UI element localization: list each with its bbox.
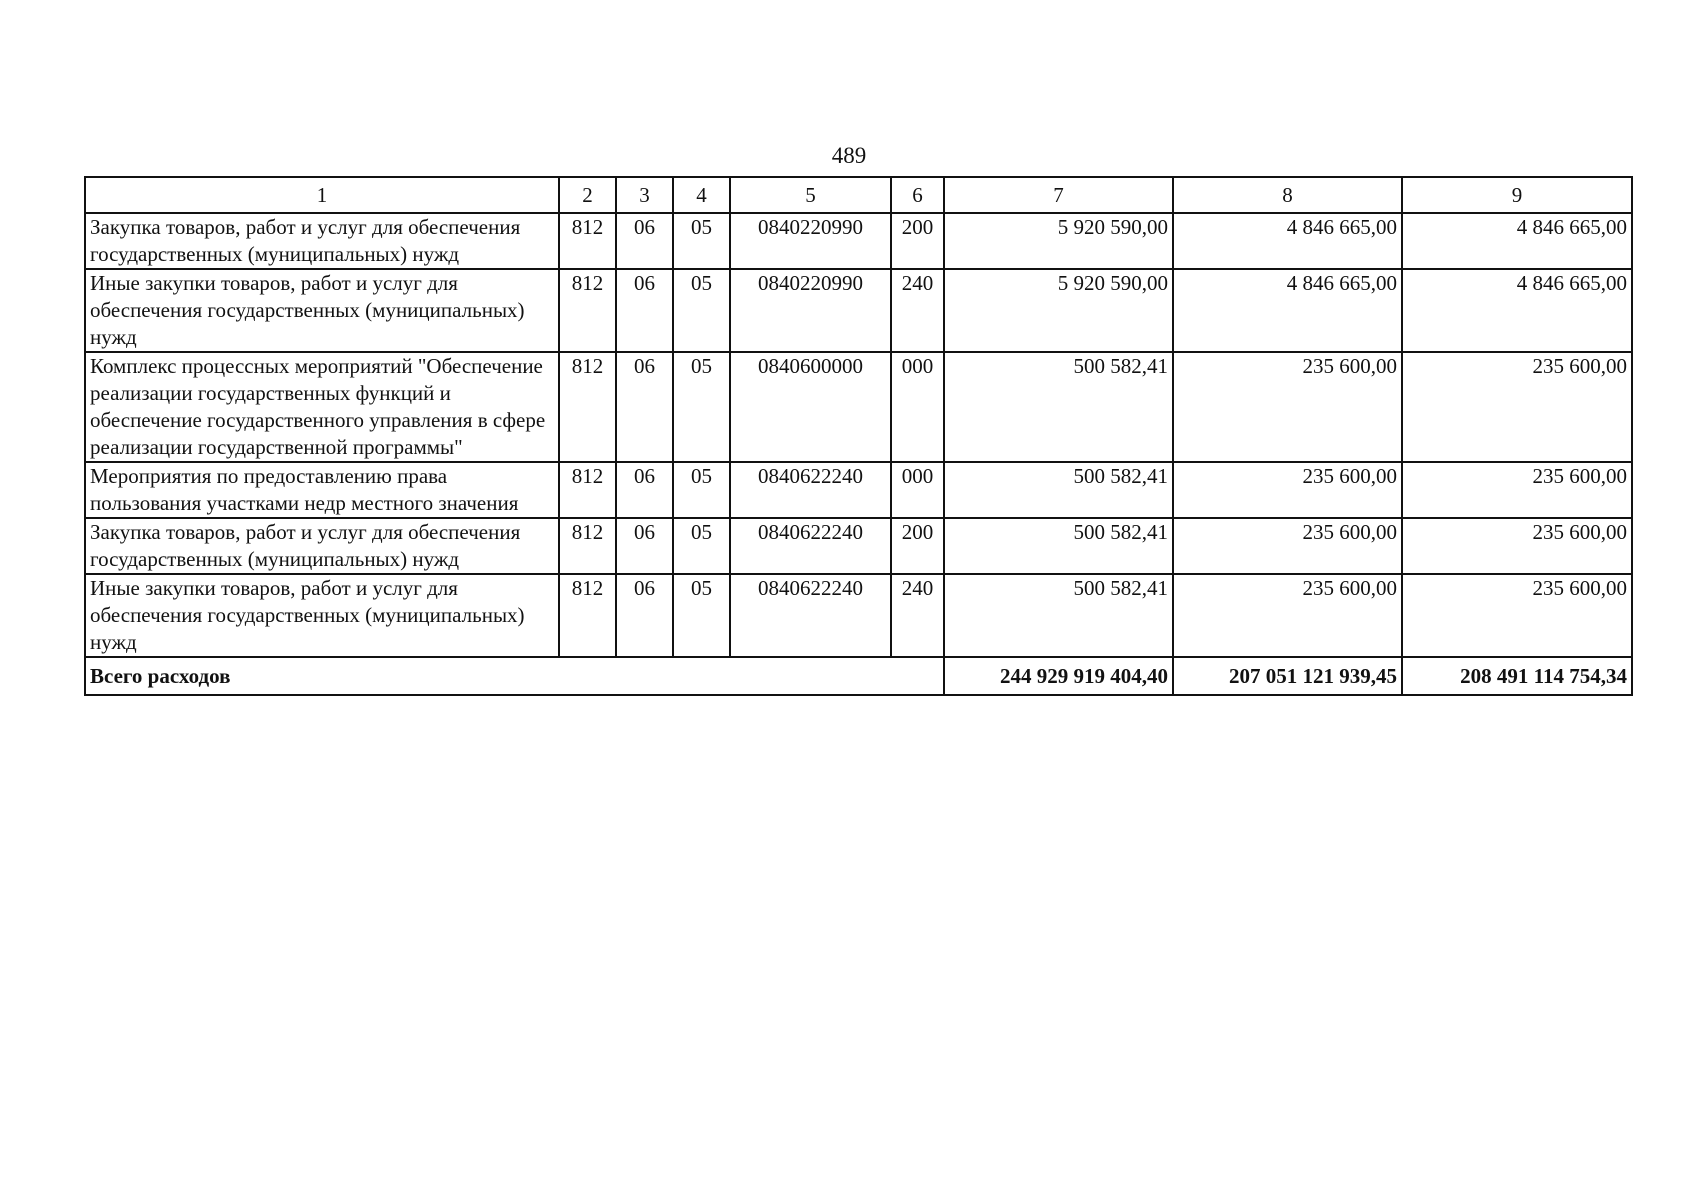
section-code-cell: 06 xyxy=(616,462,673,518)
budget-expenditure-table xyxy=(84,176,1633,696)
target-article-cell: 0840622240 xyxy=(730,462,891,518)
expense-type-cell: 000 xyxy=(891,462,944,518)
amount-cell-col9: 4 846 665,00 xyxy=(1402,269,1632,352)
amount-cell-col8: 235 600,00 xyxy=(1173,352,1402,462)
amount-cell-col8: 235 600,00 xyxy=(1173,518,1402,574)
column-header: 2 xyxy=(559,177,616,213)
target-article-cell: 0840600000 xyxy=(730,352,891,462)
target-article-cell: 0840220990 xyxy=(730,213,891,269)
expense-type-cell: 200 xyxy=(891,213,944,269)
expense-name-cell: Закупка товаров, работ и услуг для обеспечения государственных (муниципальных) нужд xyxy=(85,518,559,574)
subsection-code-cell: 05 xyxy=(673,462,730,518)
table-row xyxy=(85,352,1632,462)
target-article-cell: 0840622240 xyxy=(730,518,891,574)
amount-cell-col9: 235 600,00 xyxy=(1402,352,1632,462)
table-row xyxy=(85,518,1632,574)
ministry-code-cell: 812 xyxy=(559,574,616,657)
subsection-code-cell: 05 xyxy=(673,574,730,657)
amount-cell-col9: 235 600,00 xyxy=(1402,518,1632,574)
page-number: 489 xyxy=(831,143,867,168)
subsection-code-cell: 05 xyxy=(673,518,730,574)
total-row xyxy=(85,657,1632,695)
amount-cell-col7: 500 582,41 xyxy=(944,518,1173,574)
amount-cell-col7: 5 920 590,00 xyxy=(944,213,1173,269)
expense-type-cell: 000 xyxy=(891,352,944,462)
target-article-cell: 0840622240 xyxy=(730,574,891,657)
section-code-cell: 06 xyxy=(616,574,673,657)
target-article-cell: 0840220990 xyxy=(730,269,891,352)
amount-cell-col8: 4 846 665,00 xyxy=(1173,269,1402,352)
section-code-cell: 06 xyxy=(616,352,673,462)
ministry-code-cell: 812 xyxy=(559,518,616,574)
section-code-cell: 06 xyxy=(616,518,673,574)
expense-name-cell: Иные закупки товаров, работ и услуг для обеспечения государственных (муниципальных) нужд xyxy=(85,269,559,352)
column-header: 4 xyxy=(673,177,730,213)
amount-cell-col7: 500 582,41 xyxy=(944,462,1173,518)
section-code-cell: 06 xyxy=(616,269,673,352)
amount-cell-col8: 4 846 665,00 xyxy=(1173,213,1402,269)
amount-cell-col7: 5 920 590,00 xyxy=(944,269,1173,352)
column-number-header-row xyxy=(85,177,1632,213)
ministry-code-cell: 812 xyxy=(559,352,616,462)
column-header: 9 xyxy=(1402,177,1632,213)
total-amount-col8: 207 051 121 939,45 xyxy=(1173,657,1402,695)
section-code-cell: 06 xyxy=(616,213,673,269)
column-header: 8 xyxy=(1173,177,1402,213)
subsection-code-cell: 05 xyxy=(673,352,730,462)
ministry-code-cell: 812 xyxy=(559,269,616,352)
expense-name-cell: Мероприятия по предоставлению права пользования участками недр местного значения xyxy=(85,462,559,518)
column-header: 3 xyxy=(616,177,673,213)
table-row xyxy=(85,269,1632,352)
table-row xyxy=(85,462,1632,518)
amount-cell-col8: 235 600,00 xyxy=(1173,574,1402,657)
column-header: 5 xyxy=(730,177,891,213)
subsection-code-cell: 05 xyxy=(673,269,730,352)
expense-name-cell: Комплекс процессных мероприятий "Обеспечение реализации государственных функций и обеспечение государственного управления в сфере реализации государственной программы" xyxy=(85,352,559,462)
amount-cell-col8: 235 600,00 xyxy=(1173,462,1402,518)
amount-cell-col9: 235 600,00 xyxy=(1402,462,1632,518)
amount-cell-col7: 500 582,41 xyxy=(944,574,1173,657)
subsection-code-cell: 05 xyxy=(673,213,730,269)
expense-type-cell: 240 xyxy=(891,269,944,352)
amount-cell-col9: 235 600,00 xyxy=(1402,574,1632,657)
expense-type-cell: 200 xyxy=(891,518,944,574)
total-amount-col9: 208 491 114 754,34 xyxy=(1402,657,1632,695)
total-label: Всего расходов xyxy=(85,657,944,695)
expense-type-cell: 240 xyxy=(891,574,944,657)
ministry-code-cell: 812 xyxy=(559,213,616,269)
column-header: 1 xyxy=(85,177,559,213)
table-row xyxy=(85,213,1632,269)
amount-cell-col9: 4 846 665,00 xyxy=(1402,213,1632,269)
expense-name-cell: Закупка товаров, работ и услуг для обеспечения государственных (муниципальных) нужд xyxy=(85,213,559,269)
column-header: 6 xyxy=(891,177,944,213)
table-row xyxy=(85,574,1632,657)
amount-cell-col7: 500 582,41 xyxy=(944,352,1173,462)
ministry-code-cell: 812 xyxy=(559,462,616,518)
total-amount-col7: 244 929 919 404,40 xyxy=(944,657,1173,695)
column-header: 7 xyxy=(944,177,1173,213)
expense-name-cell: Иные закупки товаров, работ и услуг для обеспечения государственных (муниципальных) нужд xyxy=(85,574,559,657)
